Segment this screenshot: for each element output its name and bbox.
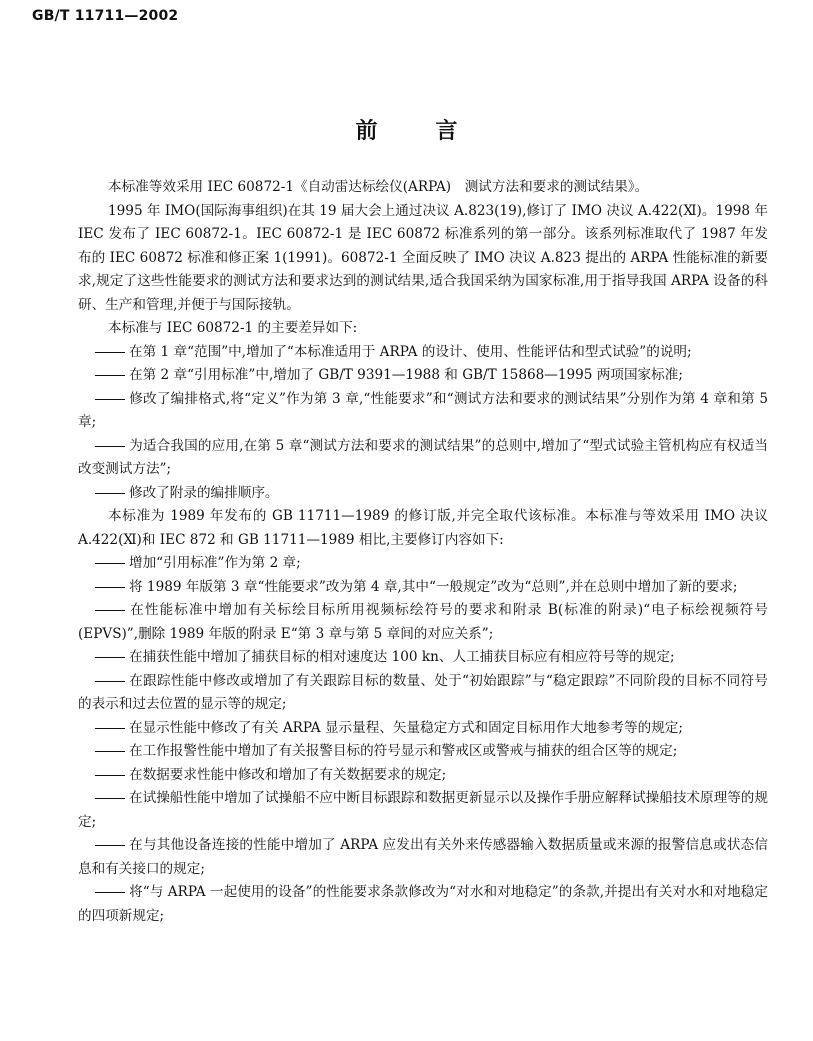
dash-item: 修改了编排格式,将“定义”作为第 3 章,“性能要求”和“测试方法和要求的测试结果”分别作为第 4 章和第 5 章; [78,390,768,430]
dash-mark [95,610,125,611]
dash-mark [95,728,125,729]
dash-item: 在性能标准中增加有关标绘目标所用视频标绘符号的要求和附录 B(标准的附录)“电子标绘视频符号(EPVS)”,删除 1989 年版的附录 E“第 3 章与第 5 章间的对应关系”; [78,602,768,642]
dash-mark [95,375,125,376]
dash-mark [95,798,125,799]
dash-item: 在跟踪性能中修改或增加了有关跟踪目标的数量、处于“初始跟踪”与“稳定跟踪”不同阶段的目标不同符号的表示和过去位置的显示等的规定; [78,672,768,712]
standard-code-header: GB/T 11711—2002 [32,8,179,24]
preface-body [78,176,768,928]
paragraph-1: 1995 年 IMO(国际海事组织)在其 19 届大会上通过决议 A.823(19),修订了 IMO 决议 A.422(Ⅺ)。1998 年 IEC 发布了 IEC 60872-1。IEC 60872-1 是 IEC 60872 标准系列的第一部分。该系列标准取代了 1987 年发布的 IEC 60872 标准和修正案 1(1991)。60872-1 全面反映了 IMO 决议 A.823 提出的 ARPA 性能标准的新要求,规定了这些性能要求的测试方法和要求达到的测试结果,适合我国采纳为国家标准,用于指导我国 ARPA 设备的科研、生产和管理,并便于与国际接轨。 [78,202,768,313]
dash-item: 在数据要求性能中修改和增加了有关数据要求的规定; [78,764,768,788]
dash-item: 将 1989 年版第 3 章“性能要求”改为第 4 章,其中“一般规定”改为“总则”,并在总则中增加了新的要求; [78,576,768,600]
dash-mark [95,563,125,564]
paragraph-0: 本标准等效采用 IEC 60872-1《自动雷达标绘仪(ARPA) 测试方法和要求的测试结果》。 [108,179,649,195]
dash-mark [95,399,125,400]
dash-item: 增加“引用标准”作为第 2 章; [78,552,768,576]
paragraph-8: 本标准为 1989 年发布的 GB 11711—1989 的修订版,并完全取代该标准。本标准与等效采用 IMO 决议 A.422(Ⅺ)和 IEC 872 和 GB 11711—1989 相比,主要修订内容如下: [78,508,768,548]
dash-mark [95,352,125,353]
dash-mark [95,892,125,893]
dash-mark [95,446,125,447]
dash-item: 在工作报警性能中增加了有关报警目标的符号显示和警戒区或警戒与捕获的组合区等的规定; [78,740,768,764]
dash-item: 在显示性能中修改了有关 ARPA 显示量程、矢量稳定方式和固定目标用作大地参考等的规定; [78,717,768,741]
title-char-1: 前 [355,118,378,144]
dash-mark [95,751,125,752]
dash-mark [95,493,125,494]
dash-mark [95,845,125,846]
dash-mark [95,681,125,682]
dash-item: 在第 1 章“范围”中,增加了“本标准适用于 ARPA 的设计、使用、性能评估和型式试验”的说明; [78,341,768,365]
title-char-2: 言 [435,118,458,144]
dash-mark [95,657,125,658]
dash-mark [95,587,125,588]
dash-item: 在试操船性能中增加了试操船不应中断目标跟踪和数据更新显示以及操作手册应解释试操船技术原理等的规定; [78,790,768,830]
dash-item: 为适合我国的应用,在第 5 章“测试方法和要求的测试结果”的总则中,增加了“型式试验主管机构应有权适当改变测试方法”; [78,437,768,477]
dash-mark [95,775,125,776]
dash-item: 将“与 ARPA 一起使用的设备”的性能要求条款修改为“对水和对地稳定”的条款,并提出有关对水和对地稳定的四项新规定; [78,884,768,924]
dash-item: 在与其他设备连接的性能中增加了 ARPA 应发出有关外来传感器输入数据质量或来源的报警信息或状态信息和有关接口的规定; [78,837,768,877]
dash-item: 在第 2 章“引用标准”中,增加了 GB/T 9391—1988 和 GB/T 15868—1995 两项国家标准; [78,364,768,388]
page-title [0,114,813,145]
paragraph-2: 本标准与 IEC 60872-1 的主要差异如下: [108,320,358,336]
dash-item: 在捕获性能中增加了捕获目标的相对速度达 100 kn、人工捕获目标应有相应符号等的规定; [78,646,768,670]
dash-item: 修改了附录的编排顺序。 [78,482,768,506]
